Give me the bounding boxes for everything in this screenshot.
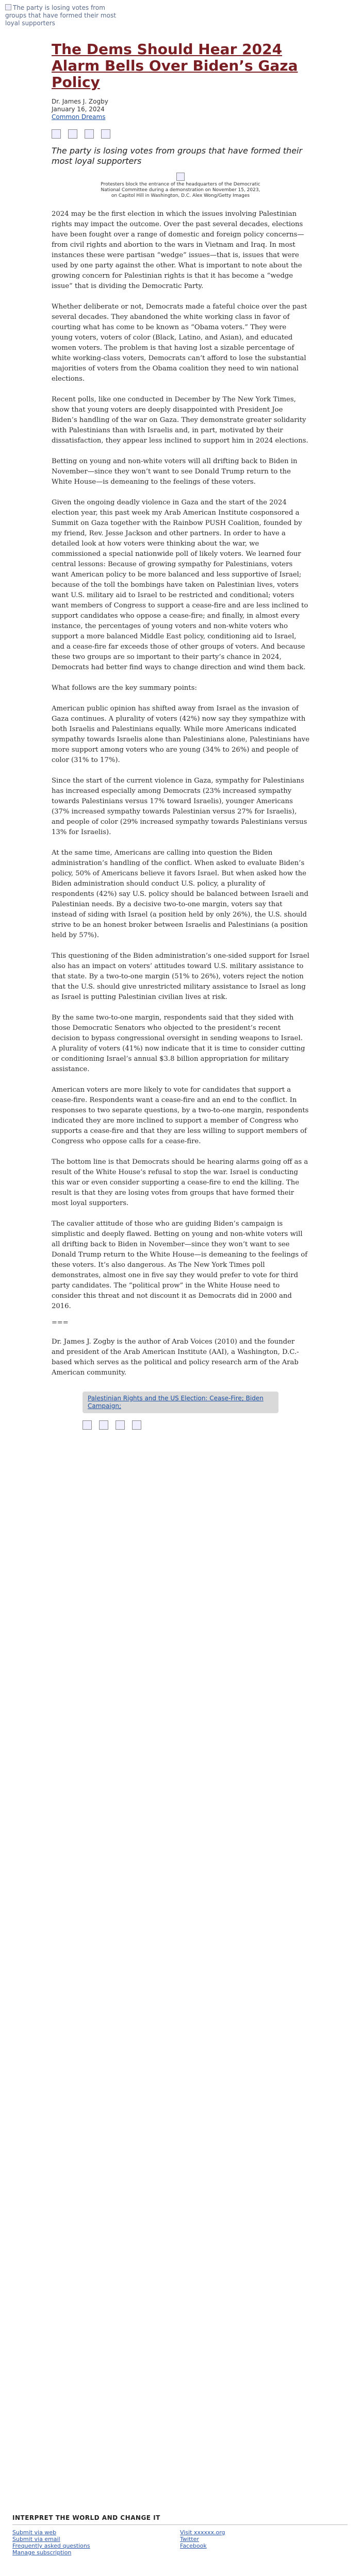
paragraph: 2024 may be the first election in which the issues involving Palestinian rights may impact the outcome. Over the past several decades, elections have been fought over a range of domestic and foreign policy concerns—from civil rights and abortion to the wars in Vietnam and Iraq. In most instances these were partisan “wedge” issues—that is, issues that were used by one party against the other. What is important to note about the growing concern for Palestinian rights is that it has become a “wedge issue” that is dividing the Democratic Party. [52, 210, 304, 290]
footer-link-twitter[interactable]: Twitter [180, 2536, 199, 2543]
byline [52, 98, 309, 121]
broken-image-icon [5, 4, 11, 10]
paragraph: This questioning of the Biden administration’s one-sided support for Israel also has an impact on voters’ attitudes toward U.S. military assistance to that state. By a two-to-one margin (51% to 26%), voters reject the notion that the U.S. should give unrestricted military assistance to Israel as long as Israel is putting Palestinian civilian lives at risk. [52, 952, 309, 1001]
related-link[interactable]: Palestinian Rights and the US Election: Cease-Fire; Biden Campaign; [88, 1395, 264, 1410]
paragraph: Whether deliberate or not, Democrats made a fateful choice over the past several decades. They abandoned the white working class in favor of courting what has come to be known as “Obama voters.” They were young voters, voters of color (Black, Latino, and Asian), and educated women voters. The problem is that having lost a sizable percentage of white working-class voters, Democrats can’t afford to lose the substantial majorities of voters from the Obama coalition they need to win national elections. [52, 303, 307, 383]
share-facebook-icon[interactable] [52, 129, 61, 139]
share-link-icon[interactable] [132, 1420, 141, 1430]
paragraph: Recent polls, like one conducted in December by The New York Times, show that young voters are deeply disappointed with President Joe Biden’s handling of the war on Gaza. They demonstrate greater solidarity with Palestinians than with Israelis and, in part, motivated by their dissatisfaction, they appear less inclined to support him in 2024 elections. [52, 396, 308, 445]
footer-link-facebook[interactable]: Facebook [180, 2543, 207, 2549]
article [52, 41, 309, 1437]
footer [12, 2514, 348, 2556]
related-tags [83, 1392, 278, 1413]
paragraph: The cavalier attitude of those who are guiding Biden’s campaign is simplistic and deeply flawed. Betting on young and non-white voters will all drifting back to Biden in November—since they won’t want to see Donald Trump return to the White House—is demeaning to the feelings of these voters. It’s also dangerous. As The New York Times poll demonstrates, almost one in five say they would prefer to vote for third party candidates. The “political prow” in the White House need to consider this threat and not discount it as Democrats did in 2000 and 2016. [52, 1220, 308, 1310]
share-email-icon[interactable] [116, 1420, 125, 1430]
paragraph: By the same two-to-one margin, respondents said that they sided with those Democratic Senators who objected to the president’s recent decision to bypass congressional oversight in sending weapons to Israel. A plurality of voters (41%) now indicate that it is time to consider cutting or conditioning Israel’s annual $3.8 billion appropriation for military assistance. [52, 1014, 305, 1073]
footer-link-faq[interactable]: Frequently asked questions [12, 2543, 90, 2549]
footer-link-manage-subscription[interactable]: Manage subscription [12, 2549, 72, 2556]
share-email-icon[interactable] [85, 129, 94, 139]
share-twitter-icon[interactable] [68, 129, 77, 139]
paragraph: At the same time, Americans are calling into question the Biden administration’s handling of the conflict. When asked to evaluate Biden’s policy, 50% of Americans believe it favors Israel. But when asked how the Biden administration should conduct U.S. policy, a plurality of respondents (42%) say U.S. policy should be balanced between Israeli and Palestinian needs. By a decisive two-to-one margin, voters say that instead of siding with Israel (a position held by only 26%), the U.S. should strive to be an honest broker between Israelis and Palestinians (a position held by 57%). [52, 849, 308, 939]
paragraph: American public opinion has shifted away from Israel as the invasion of Gaza continues. A plurality of voters (42%) now say they sympathize with both Israelis and Palestinians equally. While more Americans indicated sympathy towards Israelis alone than Palestinians alone, Palestinians have more support among voters who are young (34% to 26%) and people of color (31% to 17%). [52, 705, 310, 764]
section-divider: === [52, 1319, 69, 1327]
share-facebook-icon[interactable] [83, 1420, 92, 1430]
footer-left-col [12, 2529, 128, 2556]
footer-link-submit-web[interactable]: Submit via web [12, 2529, 57, 2536]
paragraph: The bottom line is that Democrats should be hearing alarms going off as a result of the White House’s refusal to stop the war. Israel is conducting this war or even consider supporting a cease-fire to end the killing. The result is that they are losing votes from groups that have formed their most loyal supporters. [52, 1158, 308, 1207]
paragraph: Betting on young and non-white voters will all drifting back to Biden in November—since they won’t want to see Donald Trump return to the White House—is demeaning to the feelings of these voters. [52, 457, 298, 486]
footer-link-visit-site[interactable]: Visit xxxxxx.org [180, 2529, 225, 2536]
source-link[interactable]: Common Dreams [52, 113, 106, 121]
header-image-alt-text: The party is losing votes from groups that have formed their most loyal supporters [5, 4, 116, 27]
footer-heading: INTERPRET THE WORLD AND CHANGE IT [12, 2514, 348, 2525]
article-photo [98, 173, 263, 199]
author-bio: Dr. James J. Zogby is the author of Arab Voices (2010) and the founder and president of the Arab American Institute (AAI), a Washington, D.C.-based which serves as the political and policy research arm of the Arab American community. [52, 1338, 299, 1377]
footer-right-col [180, 2529, 296, 2556]
share-row-bottom [83, 1420, 309, 1430]
share-twitter-icon[interactable] [99, 1420, 108, 1430]
paragraph: Given the ongoing deadly violence in Gaza and the start of the 2024 election year, this past week my Arab American Institute cosponsored a Summit on Gaza together with the Rainbow PUSH Coalition, founded by my friend, Rev. Jesse Jackson and other partners. In order to have a detailed look at how voters were thinking about the war, we commissioned a special nationwide poll of likely voters. We learned four central lessons: Because of growing sympathy for Palestinians, voters want American policy to be more balanced and less supportive of Israel; because of the toll the bombings have taken on Palestinian lives, voters want U.S. military aid to Israel to be restricted and conditional; voters want members of Congress to support a cease-fire and are less inclined to support candidates who oppose a cease-fire; and finally, in almost every instance, the percentages of young voters and non-white voters who support a more balanced Middle East policy, conditioning aid to Israel, and a cease-fire far exceeds those of other groups of voters. And because these two groups are so important to their party’s chance in 2024, Democrats had better find ways to change direction and wind them back. [52, 499, 308, 671]
paragraph: American voters are more likely to vote for candidates that support a cease-fire. Respondents want a cease-fire and an end to the conflict. In responses to two separate questions, by a two-to-one margin, respondents indicated they are more inclined to support a member of Congress who supports a cease-fire and that they are less willing to support members of Congress who oppose calls for a cease-fire. [52, 1086, 309, 1145]
article-title[interactable]: The Dems Should Hear 2024 Alarm Bells Over Biden’s Gaza Policy [52, 41, 298, 91]
share-row-top [52, 129, 309, 139]
paragraph: What follows are the key summary points: [52, 684, 197, 692]
paragraph: Since the start of the current violence in Gaza, sympathy for Palestinians has increased especially among Democrats (23% increased sympathy towards Palestinians versus 17% toward Israelis), younger Americans (37% increased sympathy towards Palestinian versus 27% for Israelis), and people of color (29% increased sympathy towards Palestinians versus 13% for Israelis). [52, 777, 307, 836]
author-name: Dr. James J. Zogby [52, 98, 108, 105]
broken-image-icon [176, 173, 185, 181]
article-lede: The party is losing votes from groups that have formed their most loyal supporters [52, 146, 303, 166]
share-link-icon[interactable] [101, 129, 110, 139]
photo-caption: Protesters block the entrance of the headquarters of the Democratic National Committee during a demonstration on November 15, 2023, on Capitol Hill in Washington, D.C. Alex Wong/Getty Images [101, 182, 260, 198]
footer-link-submit-email[interactable]: Submit via email [12, 2536, 60, 2543]
header-image [5, 4, 119, 28]
publish-date: January 16, 2024 [52, 106, 105, 113]
article-body [52, 209, 309, 1378]
